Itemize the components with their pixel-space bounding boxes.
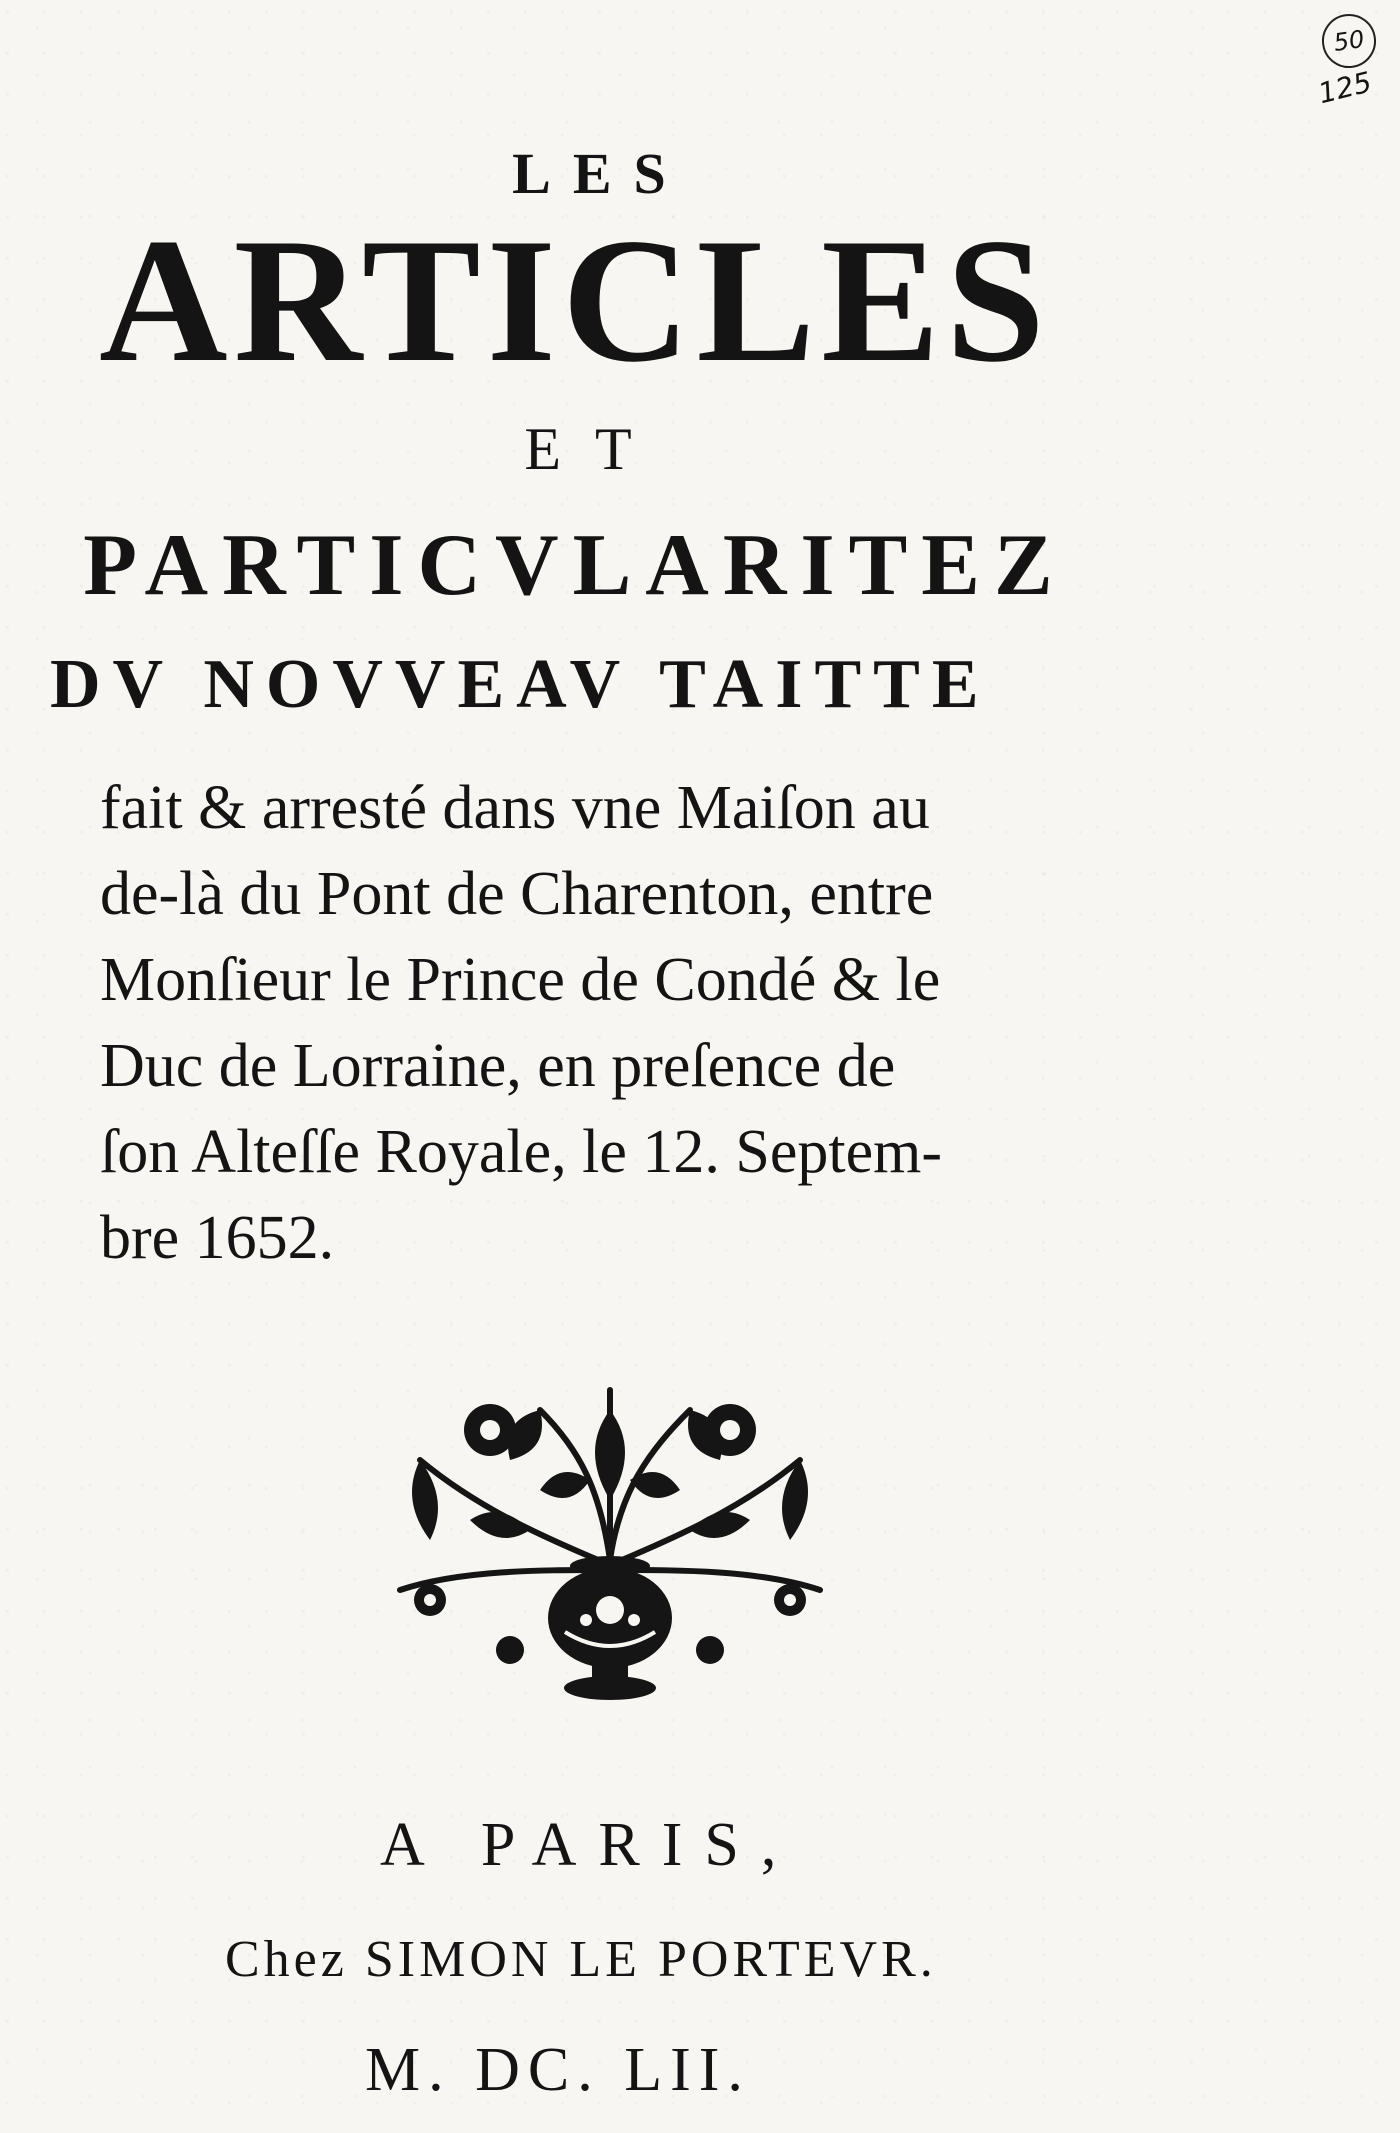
imprint-date: M. DC. LII. [365, 2036, 751, 2104]
title-line-nouveau-traitte: DV NOVVEAV TAITTE [50, 646, 991, 723]
title-block [0, 140, 1150, 723]
circled-number-mark: 50 [1319, 11, 1380, 72]
body-line: Monſieur le Prince de Condé & le [100, 946, 941, 1014]
body-line: fait & arresté dans vne Maiſon au [100, 774, 930, 842]
title-line-et: ET [524, 416, 666, 482]
title-line-les: LES [512, 141, 688, 206]
folio-number-mark: 125 [1314, 65, 1375, 111]
imprint-place: A PARIS, [380, 1811, 799, 1879]
body-line: de-là du Pont de Charenton, entre [100, 860, 934, 928]
imprint-printer: Chez SIMON LE PORTEVR. [225, 1931, 937, 1988]
flower-vase-woodcut-icon [360, 1370, 860, 1730]
archive-mark [1312, 14, 1382, 124]
title-line-particularitez: PARTICVLARITEZ [83, 517, 1067, 614]
body-line: ſon Alteſſe Royale, le 12. Septem- [100, 1118, 942, 1186]
body-line: bre 1652. [100, 1204, 335, 1272]
title-line-articles: ARTICLES [99, 201, 1051, 399]
title-body-text [100, 765, 1150, 1281]
body-line: Duc de Lorraine, en preſence de [100, 1032, 896, 1100]
